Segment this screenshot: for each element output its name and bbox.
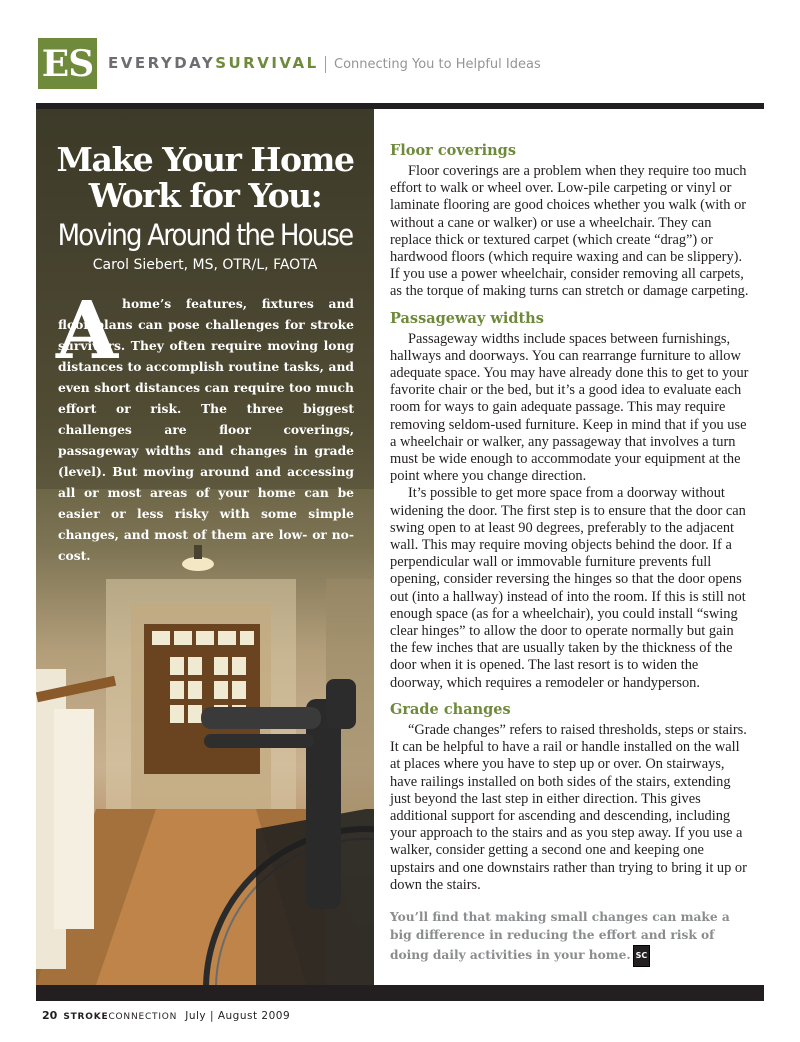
closing-text: You’ll find that making small changes can make a big difference in reducing the effort and risk of doing daily activities in your home.: [390, 909, 730, 962]
section-heading: Floor coverings: [390, 142, 516, 159]
section-logo: ES: [38, 38, 97, 89]
magazine-brand-bold: STROKE: [63, 1012, 109, 1022]
article-title-line2: Work for You:: [88, 176, 322, 215]
page-number: 20: [42, 1009, 58, 1022]
paragraph: Passageway widths include spaces between furnishings, hallways and doorways. You can rearrange furniture to allow adequate space. You may have already done this to get to your favorite chair or the bed, but it’s a good idea to evaluate each room for ways to gain adequate passage. This may require removing seldom-used furniture. Keep in mind that if you use a wheelchair or walker, any passageway that involves a turn must be wide enough to accommodate your equipment at the point where you change direction.: [390, 330, 749, 485]
section-title-word2: SURVIVAL: [215, 54, 319, 72]
paragraph: It’s possible to get more space from a doorway without widening the door. The first step is to ensure that the door can swing open to at least 90 degrees, preferably to the adjacent wall. This may require moving objects behind the door. If a perpendicular wall or immovable furniture prevents full opening, consider reversing the hinges so that the door opens out (into a hallway) instead of into the room. If this is still not enough space (as for a wheelchair), you could install “swing clear hinges” to allow the door to operate normally but gain the few inches that are usually taken by the thickness of the door when it is opened. The last resort is to widen the doorway, which requires a remodeler or handyperson.: [390, 485, 746, 691]
section-floor-coverings: [390, 142, 750, 301]
closing-statement: [390, 908, 750, 968]
magazine-brand-light: CONNECTION: [108, 1012, 178, 1022]
bottom-rule: [36, 985, 764, 1001]
article-body: [390, 142, 750, 967]
article-author: Carol Siebert, MS, OTR/L, FAOTA: [92, 257, 318, 273]
end-mark-badge: SC: [633, 945, 651, 968]
article-title: [36, 142, 374, 214]
section-grade-changes: [390, 701, 750, 894]
issue-date: July | August 2009: [185, 1010, 291, 1022]
section-title-word1: EVERYDAY: [108, 54, 216, 72]
section-title: [108, 54, 319, 72]
article-subtitle: Moving Around the House: [57, 219, 353, 253]
header-divider: [325, 56, 326, 73]
section-heading: Passageway widths: [390, 309, 544, 327]
section-passageway-widths: [390, 310, 750, 692]
paragraph: Floor coverings are a problem when they require too much effort to walk or wheel over. Low-pile carpeting or vinyl or laminate flooring are good choices whether you walk (with or without a cane or walker) or use a wheelchair. They can replace thick or textured carpet (which create “drag”) or hardwood floors (which require waxing and can be slippery). If you use a power wheelchair, consider removing all carpets, as the torque of making turns can stretch or damage carpeting.: [390, 163, 749, 300]
drop-cap: A: [56, 283, 119, 377]
section-heading: Grade changes: [390, 700, 511, 718]
article-intro: home’s features, fixtures and floor plans can pose challenges for stroke survivors. They often require moving long distances to accomplish routine tasks, and even short distances can require too much effort or risk. The three biggest challenges are floor coverings, passageway widths and changes in grade (level). But moving around and accessing all or most areas of your home can be easier or less risky with some simple changes, and most of them are low- or no-cost.: [58, 296, 354, 563]
paragraph: “Grade changes” refers to raised thresholds, steps or stairs. It can be helpful to have a rail or handle installed on the wall at places where you have to step up or over. On stairways, have railings installed on both sides of the stairs, extending just beyond the last step in either direction. This gives additional support for ascending and descending, including your approach to the stairs and as you step away. If you use a walker, consider getting a second one and keeping one upstairs and one downstairs rather than trying to bring it up or down the stairs.: [390, 721, 747, 893]
article-title-line1: Make Your Home: [56, 140, 354, 179]
page-footer: [42, 1009, 290, 1022]
hero-photo-panel: [36, 109, 374, 985]
section-tagline: Connecting You to Helpful Ideas: [334, 57, 541, 72]
